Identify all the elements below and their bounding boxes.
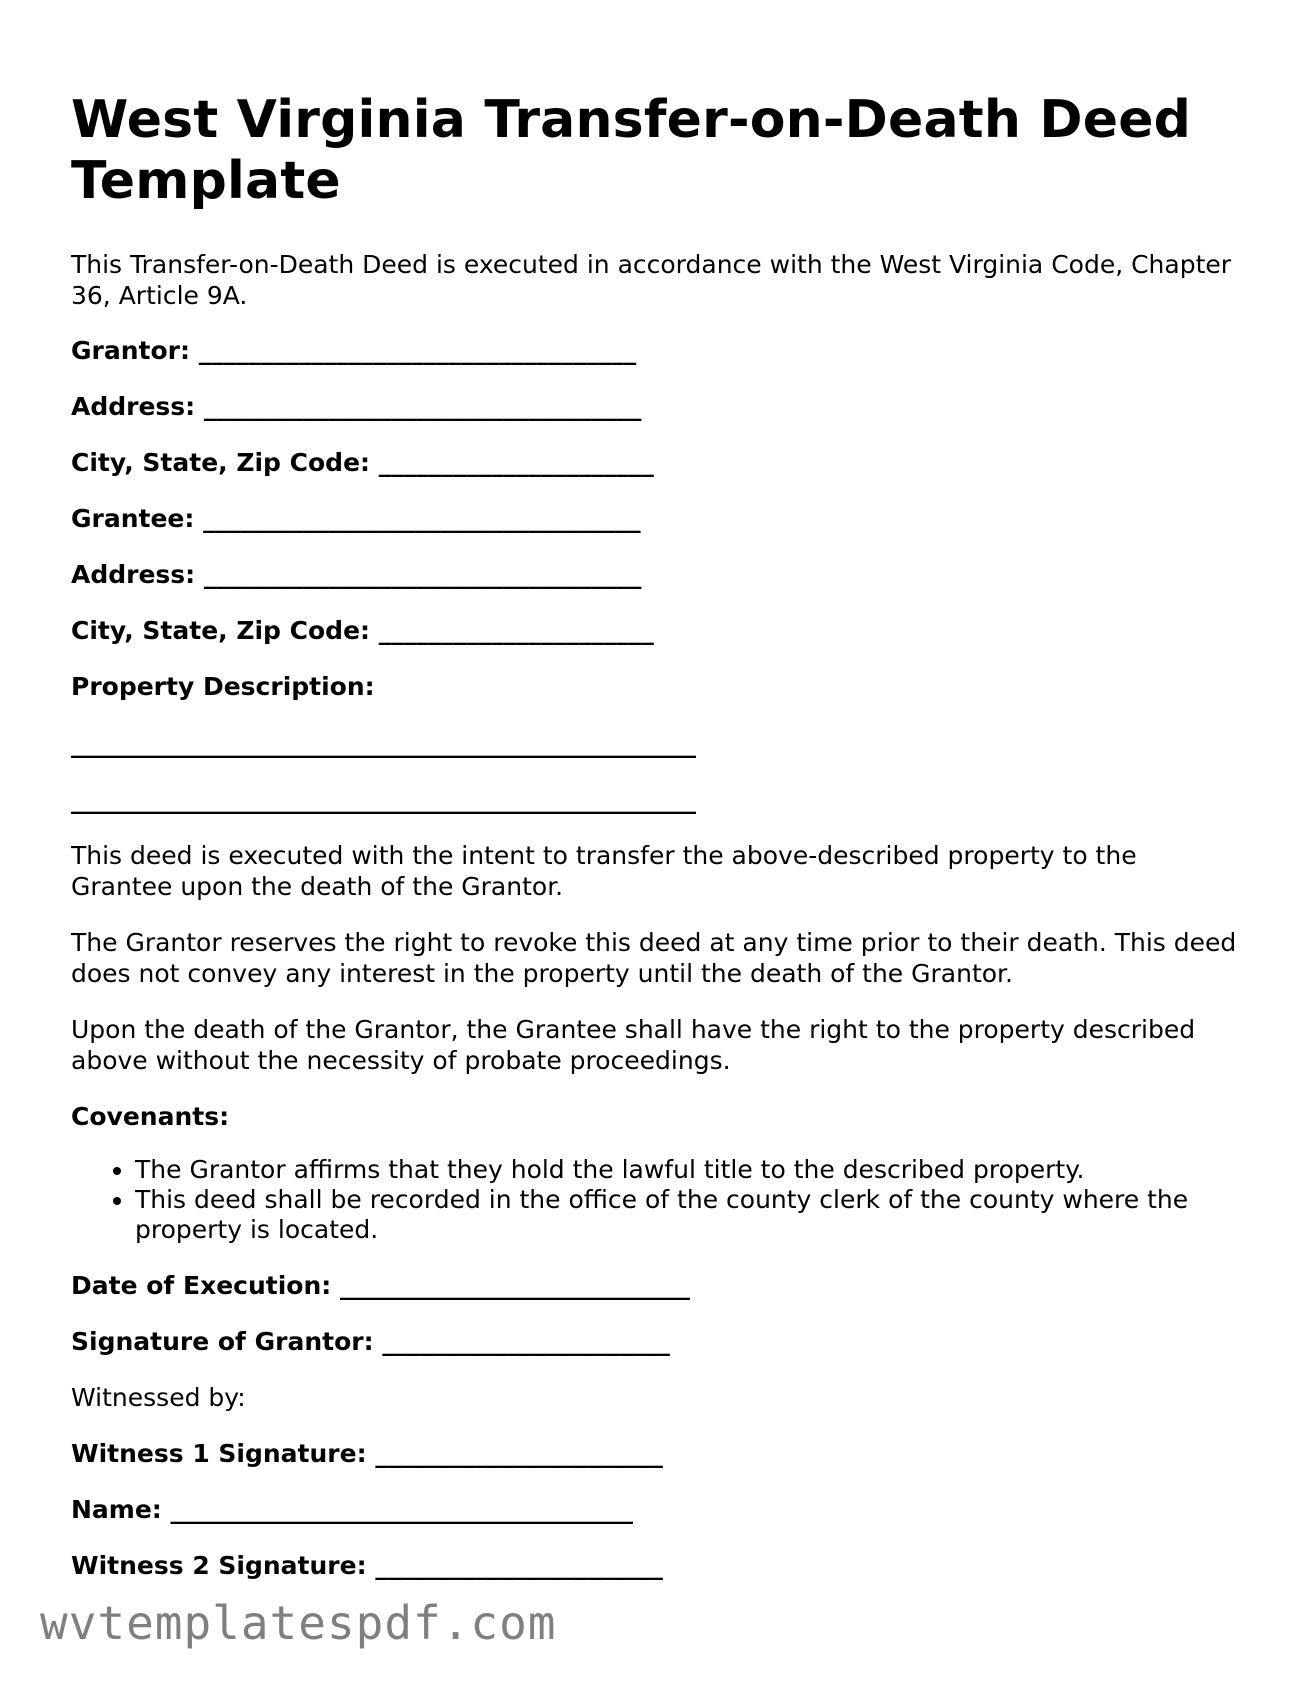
property-description-heading bbox=[71, 671, 1241, 702]
grantor-city-field bbox=[71, 447, 1241, 478]
witness-1-name-field bbox=[71, 1494, 1241, 1525]
list-item: • The Grantor affirms that they hold the lawful title to the described property. bbox=[135, 1155, 1241, 1185]
grantor-signature-blank[interactable]: _______________________ bbox=[382, 1327, 670, 1356]
grantor-label: Grantor: bbox=[71, 336, 190, 365]
witness-2-signature-field bbox=[71, 1550, 1241, 1581]
grantor-address-field bbox=[71, 391, 1241, 422]
covenants-list bbox=[71, 1155, 1241, 1245]
grantee-label: Grantee: bbox=[71, 504, 195, 533]
grantee-field bbox=[71, 503, 1241, 534]
grantee-city-blank[interactable]: ______________________ bbox=[378, 616, 654, 645]
property-description-label: Property Description: bbox=[71, 672, 375, 701]
grantor-field bbox=[71, 335, 1241, 366]
witness-2-signature-label: Witness 2 Signature: bbox=[71, 1551, 367, 1580]
grantor-address-label: Address: bbox=[71, 392, 196, 421]
grantor-signature-field bbox=[71, 1326, 1241, 1357]
date-of-execution-field bbox=[71, 1270, 1241, 1301]
witness-1-signature-label: Witness 1 Signature: bbox=[71, 1439, 367, 1468]
covenants-heading: Covenants: bbox=[71, 1102, 230, 1131]
intro-text: This Transfer-on-Death Deed is executed in accordance with the West Virginia Code, Chapter 36, Article 9A. bbox=[71, 250, 1232, 310]
grantor-signature-label: Signature of Grantor: bbox=[71, 1327, 374, 1356]
witnessed-by-text: Witnessed by: bbox=[71, 1383, 246, 1412]
grantee-city-label: City, State, Zip Code: bbox=[71, 616, 371, 645]
paragraph-revocation: The Grantor reserves the right to revoke this deed at any time prior to their death. This deed does not convey any interest in the property until the death of the Grantor. bbox=[71, 928, 1237, 988]
grantee-city-field bbox=[71, 615, 1241, 646]
date-of-execution-blank[interactable]: ____________________________ bbox=[339, 1271, 690, 1300]
grantor-blank[interactable]: ___________________________________ bbox=[198, 336, 637, 365]
paragraph-intent: This deed is executed with the intent to transfer the above-described property to the Grantee upon the death of the Grantor. bbox=[71, 841, 1137, 901]
witness-1-signature-field bbox=[71, 1438, 1241, 1469]
page-title: West Virginia Transfer-on-Death Deed Template bbox=[71, 90, 1192, 211]
witness-1-name-label: Name: bbox=[71, 1495, 162, 1524]
grantee-address-label: Address: bbox=[71, 560, 196, 589]
property-line-1[interactable]: __________________________________________________ bbox=[71, 729, 696, 758]
witness-1-name-blank[interactable]: _____________________________________ bbox=[170, 1495, 634, 1524]
grantee-blank[interactable]: ___________________________________ bbox=[203, 504, 641, 533]
grantor-city-blank[interactable]: ______________________ bbox=[378, 448, 654, 477]
witness-1-signature-blank[interactable]: _______________________ bbox=[375, 1439, 663, 1468]
grantor-address-blank[interactable]: ___________________________________ bbox=[203, 392, 642, 421]
grantee-address-blank[interactable]: ___________________________________ bbox=[203, 560, 642, 589]
witness-2-signature-blank[interactable]: _______________________ bbox=[375, 1551, 663, 1580]
grantor-city-label: City, State, Zip Code: bbox=[71, 448, 371, 477]
watermark: wvtemplatespdf.com bbox=[40, 1596, 557, 1650]
property-line-2[interactable]: __________________________________________________ bbox=[71, 785, 696, 814]
list-item: • This deed shall be recorded in the office of the county clerk of the county where the property is located. bbox=[135, 1185, 1241, 1245]
grantee-address-field bbox=[71, 559, 1241, 590]
paragraph-probate: Upon the death of the Grantor, the Grantee shall have the right to the property described above without the necessity of probate proceedings. bbox=[71, 1015, 1196, 1075]
deed-document bbox=[71, 90, 1241, 1581]
date-of-execution-label: Date of Execution: bbox=[71, 1271, 332, 1300]
